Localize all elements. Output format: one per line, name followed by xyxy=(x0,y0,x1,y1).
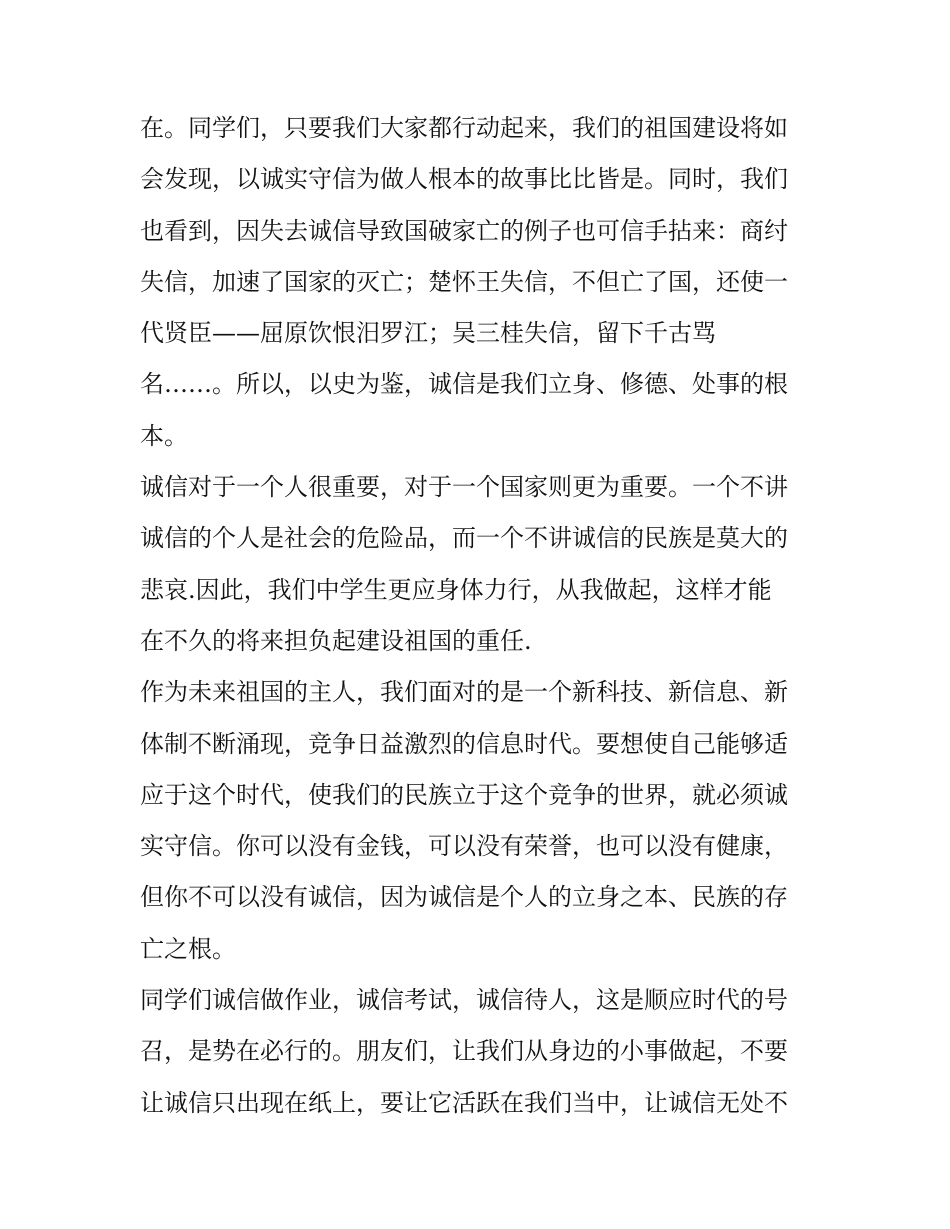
text-line: 作为未来祖国的主人，我们面对的是一个新科技、新信息、新 xyxy=(140,678,788,707)
text-line: 但你不可以没有诚信，因为诚信是个人的立身之本、民族的存 xyxy=(140,883,788,912)
text-line: 代贤臣——屈原饮恨汨罗江；吴三桂失信，留下千古骂 xyxy=(140,319,716,348)
text-line: 也看到，因失去诚信导致国破家亡的例子也可信手拈来：商纣 xyxy=(140,216,788,245)
text-line: 体制不断涌现，竞争日益激烈的信息时代。要想使自己能够适 xyxy=(140,729,788,758)
text-line: 会发现，以诚实守信为做人根本的故事比比皆是。同时，我们 xyxy=(140,165,788,194)
text-line: 名……。所以，以史为鉴，诚信是我们立身、修德、处事的根 xyxy=(140,370,788,399)
text-line: 悲哀.因此，我们中学生更应身体力行，从我做起，这样才能 xyxy=(140,575,772,604)
text-line: 实守信。你可以没有金钱，可以没有荣誉，也可以没有健康， xyxy=(140,832,788,861)
text-line: 亡之根。 xyxy=(140,934,236,963)
text-line: 在。同学们，只要我们大家都行动起来，我们的祖国建设将如 xyxy=(140,114,788,142)
text-line: 本。 xyxy=(140,421,188,450)
text-line: 诚信的个人是社会的危险品，而一个不讲诚信的民族是莫大的 xyxy=(140,524,788,553)
document-body xyxy=(140,103,820,1129)
text-line: 让诚信只出现在纸上，要让它活跃在我们当中，让诚信无处不 xyxy=(140,1088,788,1117)
text-line: 同学们诚信做作业，诚信考试，诚信待人，这是顺应时代的号 xyxy=(140,986,788,1015)
text-line: 失信，加速了国家的灭亡；楚怀王失信，不但亡了国，还使一 xyxy=(140,267,788,296)
text-line: 应于这个时代，使我们的民族立于这个竞争的世界，就必须诚 xyxy=(140,780,788,809)
text-line: 诚信对于一个人很重要，对于一个国家则更为重要。一个不讲 xyxy=(140,473,788,502)
text-line: 召，是势在必行的。朋友们，让我们从身边的小事做起，不要 xyxy=(140,1037,788,1066)
text-line: 在不久的将来担负起建设祖国的重任. xyxy=(140,626,532,655)
